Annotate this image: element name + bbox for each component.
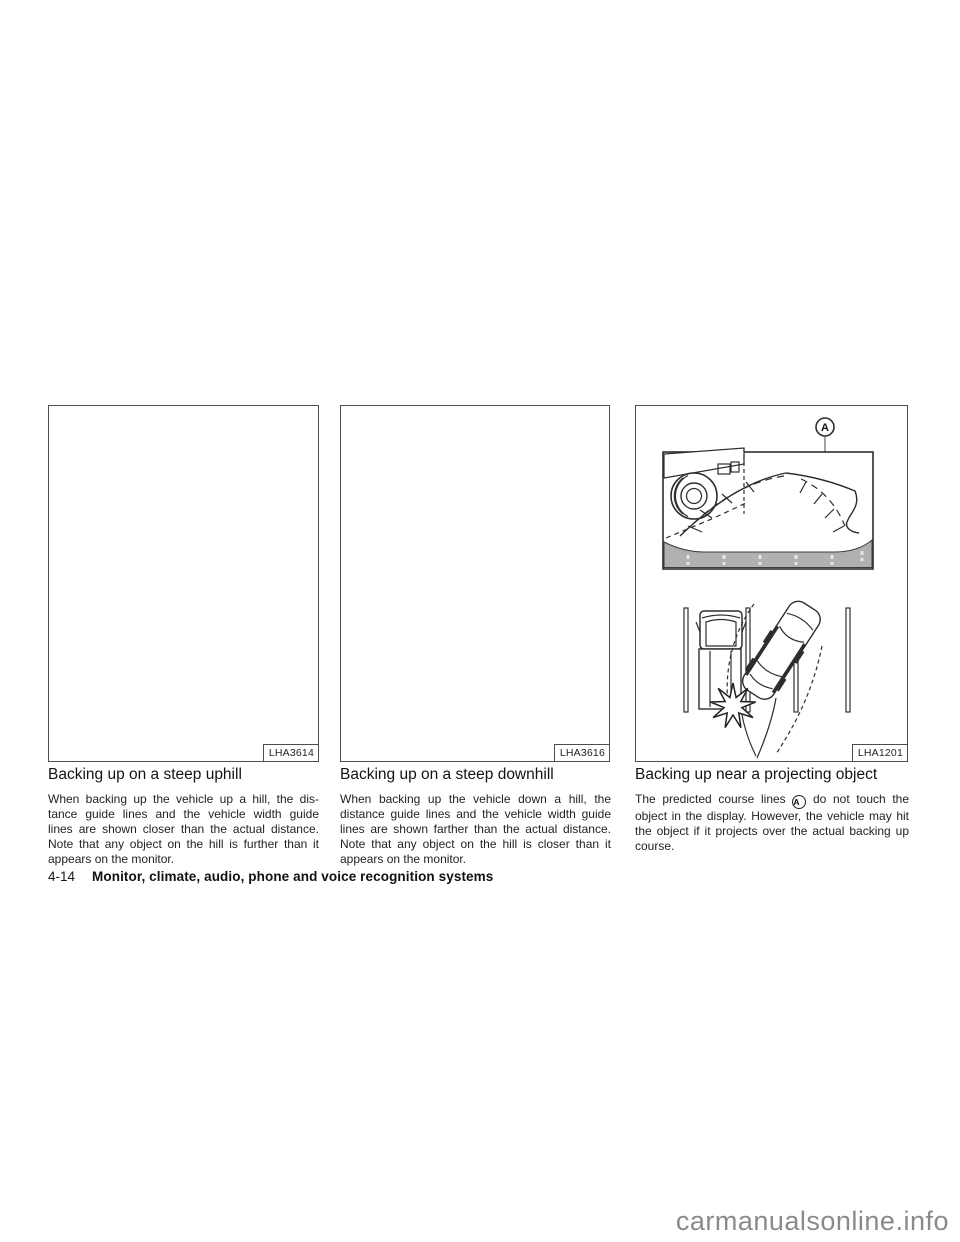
body-line-with-callout (635, 792, 909, 809)
page-number: 4-14 (48, 869, 76, 884)
figure-steep-downhill (340, 405, 610, 762)
body-line: distance guide lines and the vehicle width guide (340, 807, 611, 821)
projecting-object-illustration (636, 406, 907, 761)
body-line: the object if it projects over the actual backing up (635, 824, 909, 838)
body-line: lines are shown farther than the actual distance. (340, 822, 611, 836)
body-line: tance guide lines and the vehicle width guide (48, 807, 319, 821)
body-line: When backing up the vehicle up a hill, the dis- (48, 792, 319, 806)
body-line: appears on the monitor. (340, 852, 467, 866)
body-line: appears on the monitor. (48, 852, 175, 866)
callout-a-letter: A (821, 422, 829, 434)
circled-a-marker: A (792, 795, 806, 809)
body-text: The predicted course lines (635, 792, 786, 806)
figure-steep-uphill (48, 405, 319, 762)
body-line: When backing up the vehicle down a hill, the (340, 792, 611, 806)
truck-wheel (671, 473, 717, 519)
section-body-downhill (340, 792, 611, 867)
figure-reference-label: LHA3614 (263, 744, 319, 762)
section-heading-uphill: Backing up on a steep uphill (48, 766, 242, 783)
figure-reference-label: LHA3616 (554, 744, 610, 762)
figure-reference-label: LHA1201 (852, 744, 908, 762)
body-line: Note that any object on the hill is further than it (48, 837, 319, 851)
overhead-view (684, 596, 850, 758)
section-body-uphill (48, 792, 319, 867)
section-body-projecting (635, 792, 909, 854)
body-line: lines are shown closer than the actual distance. (48, 822, 319, 836)
chapter-title: Monitor, climate, audio, phone and voice recognition systems (92, 869, 494, 884)
body-line: object in the display. However, the vehicle may hit (635, 809, 909, 823)
body-line: Note that any object on the hill is closer than it (340, 837, 611, 851)
body-text: do not touch the (813, 792, 909, 806)
section-heading-projecting: Backing up near a projecting object (635, 766, 878, 783)
body-line: course. (635, 839, 675, 853)
section-heading-downhill: Backing up on a steep downhill (340, 766, 554, 783)
figure-projecting-object (635, 405, 908, 762)
watermark-text: carmanualsonline.info (675, 1206, 949, 1236)
page-footer (48, 869, 493, 884)
rear-camera-view (663, 448, 873, 569)
